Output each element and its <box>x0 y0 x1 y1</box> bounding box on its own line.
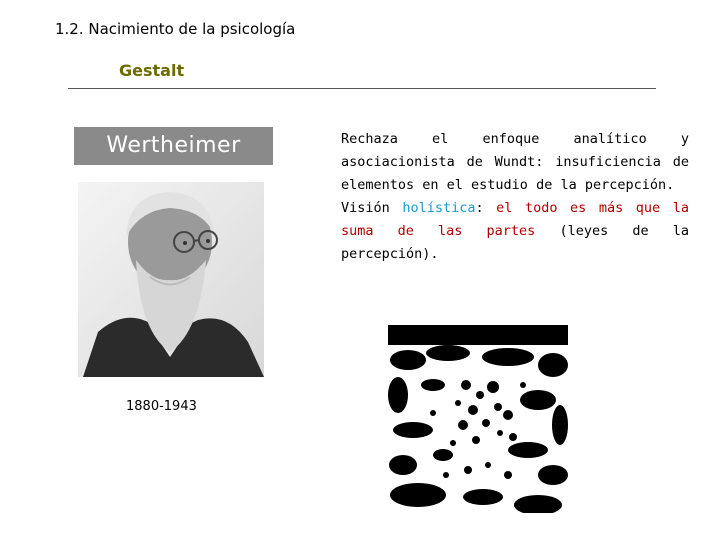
holistic-term: holística <box>402 200 476 216</box>
section-subheading: Gestalt <box>119 61 185 80</box>
portrait-photo <box>78 182 264 377</box>
holistic-tail: (leyes de la percepción). <box>341 223 689 262</box>
holistic-lead: Visión <box>341 200 403 216</box>
gestalt-claim: el todo es más que la suma de las partes <box>341 200 689 239</box>
dalmatian-illusion-image <box>388 325 568 513</box>
life-years: 1880-1943 <box>126 399 197 414</box>
name-label-box: Wertheimer <box>74 127 273 165</box>
divider-line <box>68 88 656 89</box>
holistic-colon: : <box>475 200 497 216</box>
page-heading: 1.2. Nacimiento de la psicología <box>55 20 296 38</box>
description-text <box>341 128 689 266</box>
paragraph-holistic <box>341 197 689 266</box>
paragraph-rejection: Rechaza el enfoque analítico y asociacionista de Wundt: insuficiencia de elementos en el estudio de la percepción. <box>341 131 689 193</box>
